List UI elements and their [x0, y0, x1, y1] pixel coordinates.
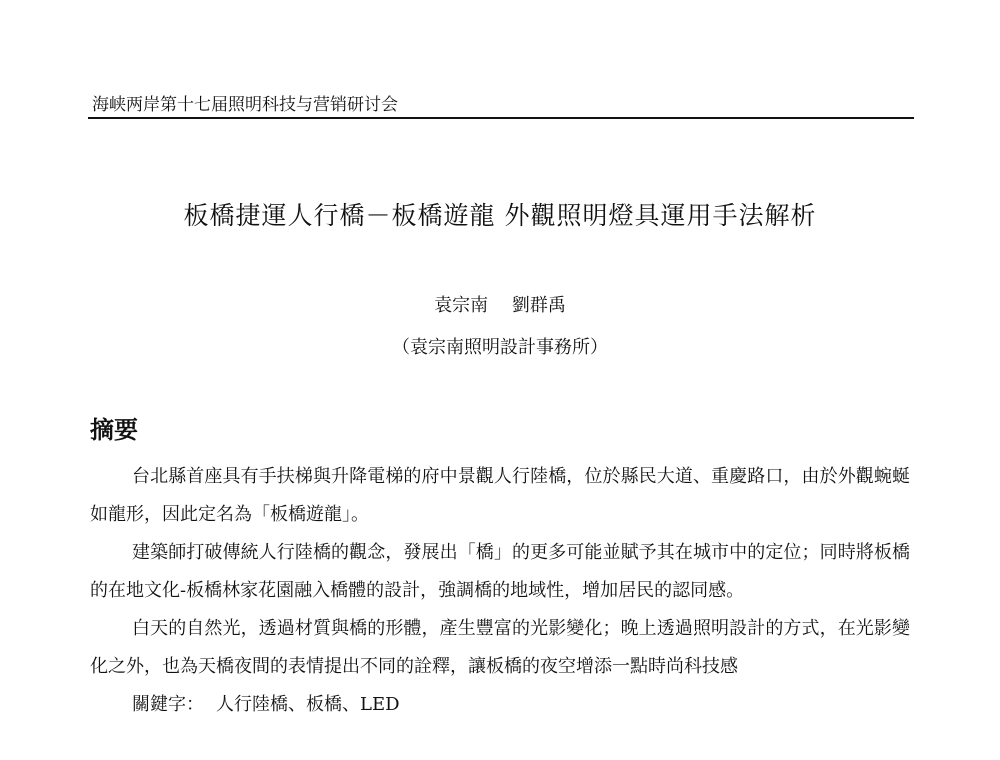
abstract-paragraph: 白天的自然光，透過材質與橋的形體，產生豐富的光影變化；晚上透過照明設計的方式，在光影變化之外，也為天橋夜間的表情提出不同的詮釋，讓板橋的夜空增添一點時尚科技感	[90, 618, 910, 677]
author-name: 袁宗南	[434, 295, 489, 316]
abstract-heading: 摘要	[90, 415, 138, 444]
abstract-paragraph: 台北縣首座具有手扶梯與升降電梯的府中景觀人行陸橋，位於縣民大道、重慶路口，由於外觀蜿蜒如龍形，因此定名為「板橋遊龍」。	[90, 466, 910, 525]
running-header: 海峡两岸第十七届照明科技与营销研讨会	[92, 95, 398, 115]
abstract-paragraph: 建築師打破傳統人行陸橋的觀念，發展出「橋」的更多可能並賦予其在城市中的定位；同時將板橋的在地文化-板橋林家花園融入橋體的設計，強調橋的地域性，增加居民的認同感。	[90, 542, 910, 601]
paper-title: 板橋捷運人行橋－板橋遊龍 外觀照明燈具運用手法解析	[183, 201, 817, 230]
affiliation: （袁宗南照明設計事務所）	[392, 337, 608, 358]
author-line	[0, 291, 1000, 317]
author-name: 劉群禹	[511, 295, 566, 316]
header-rule	[88, 117, 914, 119]
keywords-value: 人行陸橋、板橋、LED	[216, 694, 400, 715]
abstract-body	[90, 458, 910, 724]
keywords-line	[90, 686, 910, 724]
keywords-label: 關鍵字：	[132, 694, 204, 715]
